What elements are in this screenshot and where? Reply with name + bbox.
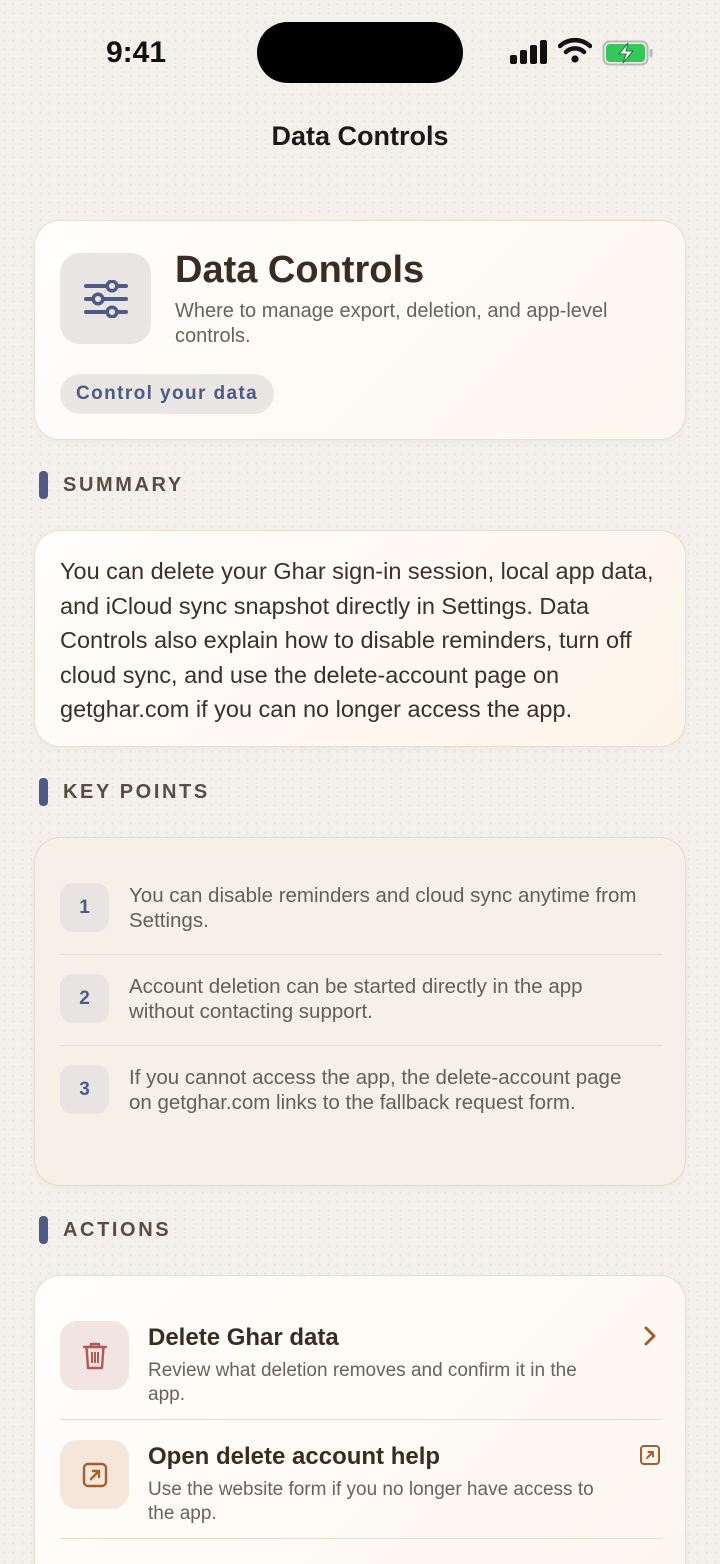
key-points-label: KEY POINTS [63, 780, 210, 803]
action-subtitle: Use the website form if you no longer have access to the app. [148, 1479, 594, 1524]
divider [60, 954, 662, 955]
external-link-icon [638, 1443, 662, 1467]
hero-title: Data Controls [175, 249, 425, 291]
hero-badge: Control your data [60, 374, 274, 414]
divider [60, 1419, 662, 1420]
section-accent-bar [39, 1216, 48, 1244]
hero-card [34, 220, 686, 440]
key-point-number: 1 [60, 883, 109, 932]
delete-ghar-data-row[interactable] [60, 1321, 662, 1421]
summary-text: You can delete your Ghar sign-in session, local app data, and iCloud sync snapshot directly in Settings. Data Controls also explain how to disable reminders, turn off cloud sync, and use the delete-account page on getghar.com if you can no longer access the app. [60, 558, 654, 722]
open-delete-account-help-row[interactable] [60, 1440, 662, 1540]
action-title: Delete Ghar data [148, 1324, 339, 1351]
sliders-icon [60, 253, 151, 344]
summary-section-header [39, 471, 184, 499]
action-title: Open delete account help [148, 1443, 441, 1470]
key-point-number: 2 [60, 974, 109, 1023]
divider [60, 1538, 662, 1539]
status-bar [0, 0, 720, 100]
actions-card [34, 1275, 686, 1564]
section-accent-bar [39, 471, 48, 499]
chevron-right-icon [638, 1324, 662, 1348]
trash-icon [60, 1321, 129, 1390]
key-point-number: 3 [60, 1065, 109, 1114]
hero-subtitle: Where to manage export, deletion, and app-level controls. [175, 300, 608, 347]
external-link-icon [60, 1440, 129, 1509]
battery-charging-icon [602, 40, 654, 66]
cellular-signal-icon [510, 40, 548, 64]
summary-label: SUMMARY [63, 473, 184, 496]
actions-label: ACTIONS [63, 1218, 172, 1241]
actions-section-header [39, 1216, 171, 1244]
status-time: 9:41 [106, 36, 167, 69]
key-points-card [34, 837, 686, 1186]
wifi-icon [558, 36, 592, 64]
dynamic-island [257, 22, 463, 83]
section-accent-bar [39, 778, 48, 806]
key-point-text: Account deletion can be started directly in the app without contacting support. [129, 975, 583, 1023]
action-subtitle: Review what deletion removes and confirm it in the app. [148, 1360, 577, 1405]
key-point-text: If you cannot access the app, the delete-account page on getghar.com links to the fallback request form. [129, 1066, 622, 1114]
key-point-text: You can disable reminders and cloud sync anytime from Settings. [129, 884, 637, 932]
nav-title: Data Controls [271, 121, 449, 151]
summary-card [34, 530, 686, 747]
divider [60, 1045, 662, 1046]
key-points-section-header [39, 778, 210, 806]
